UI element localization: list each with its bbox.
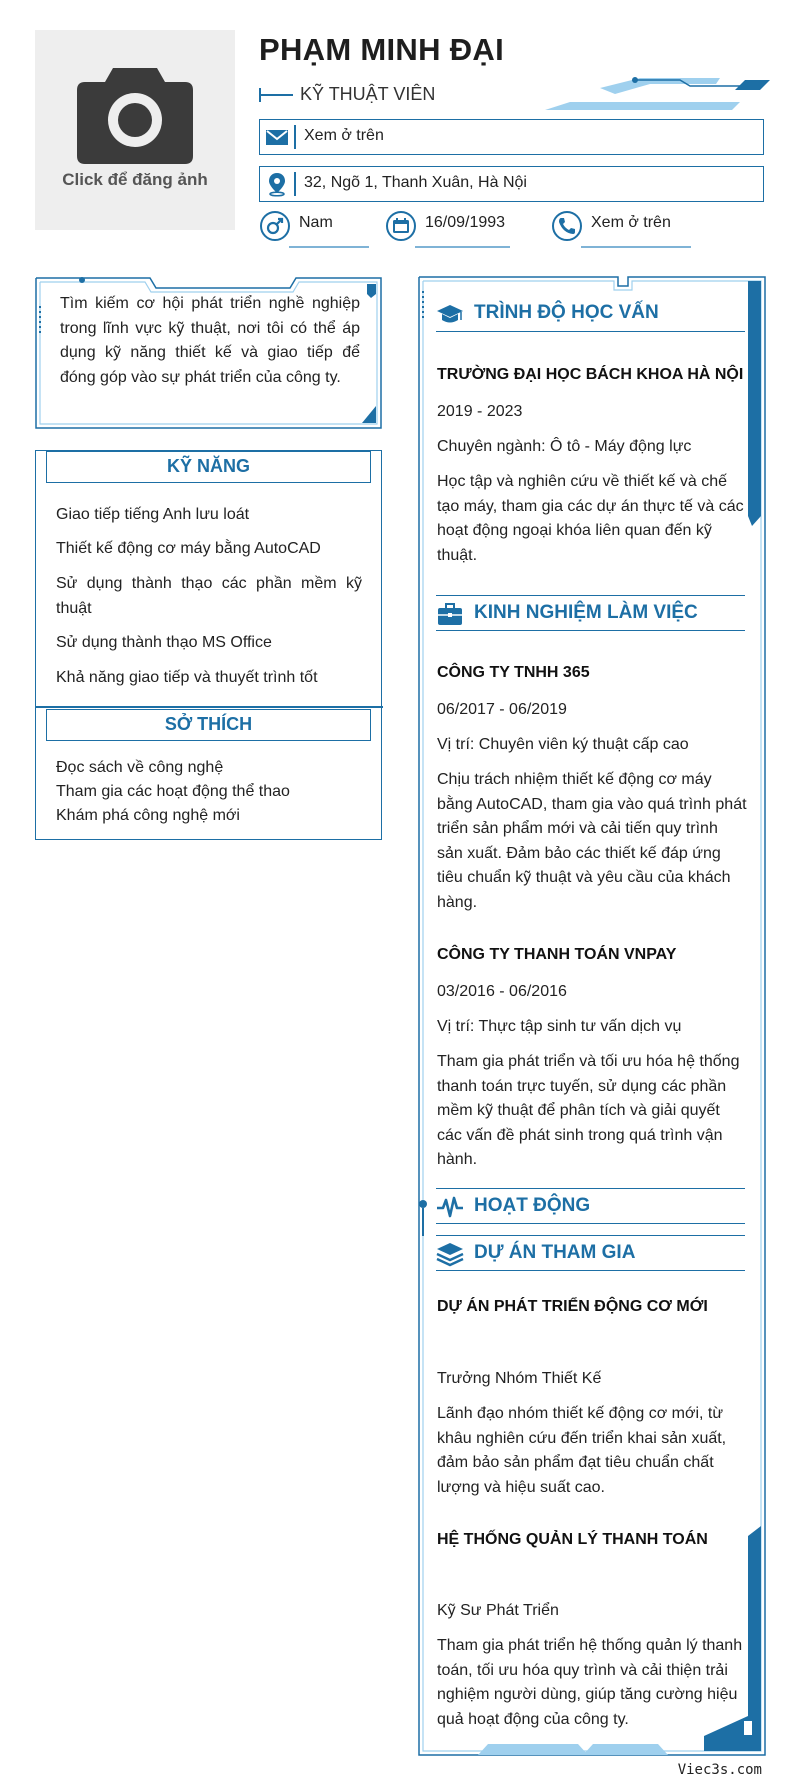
activities-heading <box>436 1188 745 1224</box>
graduation-cap-icon <box>436 301 464 327</box>
dob-info <box>385 210 525 250</box>
career-objective <box>35 276 382 429</box>
underline <box>289 246 369 248</box>
skills-heading: KỸ NĂNG <box>46 451 371 483</box>
project-description: Tham gia phát triển hệ thống quản lý thanh toán, tối ưu hóa quy trình và cải thiện trải nghiệm người dùng, giúp tăng cường hiệu quả hoạt động của công ty. <box>437 1637 743 1728</box>
photo-caption: Click để đăng ảnh <box>62 170 208 189</box>
education-description: Học tập và nghiên cứu về thiết kế và chế tạo máy, tham gia các dự án thực tế và các hoạt động ngoại khóa liên quan đến kỹ thuật. <box>437 473 744 564</box>
project-name: DỰ ÁN PHÁT TRIỂN ĐỘNG CƠ MỚI <box>437 1298 708 1315</box>
section-title: DỰ ÁN THAM GIA <box>474 1242 636 1263</box>
location-pin-icon <box>264 171 290 197</box>
phone-value: Xem ở trên <box>591 214 671 231</box>
job-position: Vị trí: Chuyên viên ký thuật cấp cao <box>437 736 689 753</box>
hobbies-heading: SỞ THÍCH <box>46 709 371 741</box>
email-icon <box>264 124 290 150</box>
pulse-icon <box>436 1194 464 1220</box>
field-separator <box>294 125 296 149</box>
calendar-icon <box>385 210 417 242</box>
footer-watermark: Viec3s.com <box>677 1762 762 1778</box>
skills-hobbies-box <box>35 450 382 840</box>
job-title: KỸ THUẬT VIÊN <box>300 84 436 104</box>
job-period: 03/2016 - 06/2016 <box>437 983 567 1000</box>
projects-heading <box>436 1235 745 1271</box>
phone-icon <box>551 210 583 242</box>
job-position: Vị trí: Thực tập sinh tư vấn dịch vụ <box>437 1018 682 1035</box>
school-name: TRƯỜNG ĐẠI HỌC BÁCH KHOA HÀ NỘI <box>437 366 744 383</box>
dob-value: 16/09/1993 <box>425 214 506 231</box>
skill-item: Thiết kế động cơ máy bằng AutoCAD <box>56 540 321 557</box>
company-name: CÔNG TY TNHH 365 <box>437 664 590 681</box>
skill-item: Sử dụng thành thạo MS Office <box>56 634 272 651</box>
full-name: PHẠM MINH ĐẠI <box>259 32 504 67</box>
objective-text: Tìm kiếm cơ hội phát triển nghề nghiệp trong lĩnh vực kỹ thuật, nơi tôi có thể áp dụng kỹ năng thiết kế và giao tiếp để đóng góp vào sự phát triển của công ty. <box>60 295 360 386</box>
education-major: Chuyên ngành: Ô tô - Máy động lực <box>437 438 692 455</box>
briefcase-icon <box>436 601 464 627</box>
section-title: HOẠT ĐỘNG <box>474 1195 591 1216</box>
experience-heading <box>436 595 745 631</box>
gender-icon <box>259 210 291 242</box>
divider <box>35 706 383 708</box>
phone-info <box>551 210 696 250</box>
email-value: Xem ở trên <box>304 127 384 144</box>
address-value: 32, Ngõ 1, Thanh Xuân, Hà Nội <box>304 174 527 191</box>
camera-icon <box>75 60 195 165</box>
job-period: 06/2017 - 06/2019 <box>437 701 567 718</box>
hobby-item: Đọc sách về công nghệ <box>56 759 224 776</box>
underline <box>581 246 691 248</box>
project-role: Trưởng Nhóm Thiết Kế <box>437 1370 602 1387</box>
hobby-item: Tham gia các hoạt động thể thao <box>56 783 290 800</box>
job-description: Chịu trách nhiệm thiết kế động cơ máy bằng AutoCAD, tham gia vào quá trình phát triển sản phẩm mới và cải tiến quy trình sản xuất. Đảm bảo các thiết kế đáp ứng tiêu chuẩn kỹ thuật và yêu cầu của khách hàng. <box>437 771 747 911</box>
project-role: Kỹ Sư Phát Triển <box>437 1602 559 1619</box>
field-separator <box>294 172 296 196</box>
project-description: Lãnh đạo nhóm thiết kế động cơ mới, từ khâu nghiên cứu đến triển khai sản xuất, đảm bảo sản phẩm đạt tiêu chuẩn chất lượng và hiệu suất cao. <box>437 1405 727 1496</box>
header-decoration <box>540 74 775 114</box>
address-field[interactable] <box>259 166 764 202</box>
photo-upload[interactable] <box>35 30 235 230</box>
skill-item: Khả năng giao tiếp và thuyết trình tốt <box>56 669 318 686</box>
layers-icon <box>436 1241 464 1267</box>
skill-item: Sử dụng thành thạo các phần mềm kỹ thuật <box>56 575 362 617</box>
section-title: KINH NGHIỆM LÀM VIỆC <box>474 602 698 623</box>
section-title: TRÌNH ĐỘ HỌC VẤN <box>474 302 659 323</box>
underline <box>415 246 510 248</box>
role-line <box>259 94 293 96</box>
gender-value: Nam <box>299 214 333 231</box>
gender-info <box>259 210 369 250</box>
education-heading <box>436 296 745 332</box>
skill-item: Giao tiếp tiếng Anh lưu loát <box>56 506 250 523</box>
project-name: HỆ THỐNG QUẢN LÝ THANH TOÁN <box>437 1531 708 1548</box>
education-period: 2019 - 2023 <box>437 403 523 420</box>
email-field[interactable] <box>259 119 764 155</box>
company-name: CÔNG TY THANH TOÁN VNPAY <box>437 946 677 963</box>
hobby-item: Khám phá công nghệ mới <box>56 807 240 824</box>
job-description: Tham gia phát triển và tối ưu hóa hệ thống thanh toán trực tuyến, sử dụng các phần mềm kỹ thuật để phân tích và giải quyết các vấn đề phát sinh trong quá trình vận hành. <box>437 1053 740 1168</box>
